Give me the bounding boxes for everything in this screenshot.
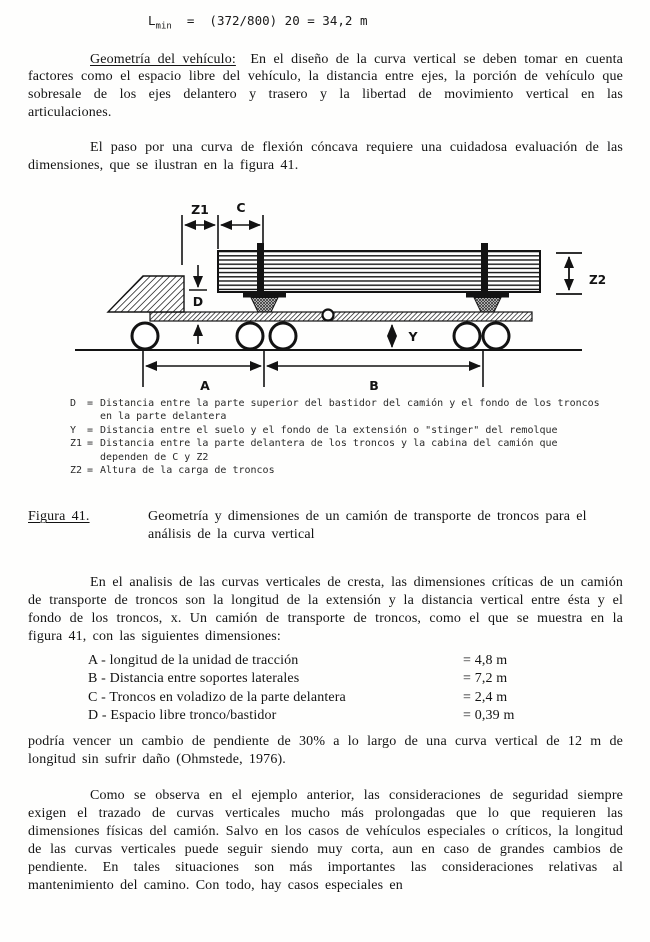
front-bunk [243,292,286,312]
rear-stake [481,243,488,294]
legend-eq: = [87,464,94,476]
legend-key: Z2 [70,464,83,476]
paragraph-2: El paso por una curva de flexión cóncava requiere una cuidadosa evaluación de las dimensiones, que se ilustran en la figura 41. [28,140,623,174]
dim-value: = 7,2 m [463,671,508,687]
dim-key: C [88,689,98,705]
label-z2: Z2 [589,272,607,287]
truck-cab [108,276,184,312]
legend-eq: = [87,438,94,450]
paragraph-1-text: En el diseño de la curva vertical se deben tomar en cuenta factores como el espacio libre del vehículo, la distancia entre ejes, la porción de vehículo que sobresale de los ejes delantero y trasero y la libertad de movimiento vertical en las articulaciones. [28,51,623,121]
dim-value: = 0,39 m [463,708,515,724]
dim-desc: Espacio libre tronco/bastidor [110,708,277,724]
label-y: Y [408,328,418,344]
formula-lhs: L [148,13,156,28]
legend-text: Distancia entre el suelo y el fondo de la extensión o "stinger" del remolque [100,424,558,436]
rear-bunk [466,292,509,312]
formula-rest: = (372/800) 20 = 34,2 m [171,13,368,28]
dim-key: A [88,653,98,668]
legend-item-y [70,424,650,437]
legend-text: Altura de la carga de troncos [100,464,275,476]
dim-desc: Troncos en voladizo de la parte delantera [109,689,346,705]
dim-desc: longitud de la unidad de tracción [109,653,299,668]
dim-sep: - [101,708,107,724]
legend-eq: = [87,397,94,409]
truck-wheels [132,323,509,349]
label-a: A [200,377,210,393]
dim-desc: Distancia entre soportes laterales [109,671,300,687]
trailer-wheel-1 [454,323,480,349]
dim-key: D [88,708,99,724]
figure-legend [70,397,650,477]
label-c: C [236,199,246,215]
figure-caption-label: Figura 41. [28,509,90,525]
truck-frame-bar [150,312,532,321]
legend-eq: = [87,424,94,436]
paragraph-geometria [28,51,623,123]
figure-41-truck-diagram [0,196,650,396]
label-z1: Z1 [191,201,209,217]
legend-key: Z1 [70,438,83,450]
legend-continuation: en la parte delantera [100,411,227,423]
paragraph-4: podría vencer un cambio de pendiente de 30% a lo largo de una curva vertical de 12 m de longitud sin sufrir daño (Ohmstede, 1976). [28,733,623,767]
log-stack [218,251,540,292]
dim-sep: - [101,671,106,687]
dimension-row-b [88,670,623,688]
paragraph-5: Como se observa en el ejemplo anterior, las consideraciones de seguridad siempre exigen el trazado de curvas verticales mucho más prolongadas que lo que requieren las dimensiones físicas del camión. Salvo en los casos de vehículos especiales o críticos, la longitud de las curvas verticales puede seguir siendo muy corta, aun en caso de grandes cambios de pendiente. En tales situaciones son más importantes las consideraciones relativas al mantenimiento del camino. Con todo, hay casos especiales en [28,788,623,893]
legend-item-d [70,397,650,424]
dim-sep: - [101,689,106,705]
legend-key: Y [70,424,77,436]
legend-item-z2 [70,464,650,477]
label-d: D [192,293,204,309]
dimension-a-b [143,351,483,387]
front-wheel [132,323,158,349]
figure-caption [28,508,623,544]
formula-subscript: min [155,21,172,32]
dim-key: B [88,671,98,687]
trailer-wheel-2 [483,323,509,349]
legend-key: D [70,397,77,409]
pivot-circle [323,309,334,320]
legend-item-z1 [70,437,650,464]
dimension-row-d [88,707,623,725]
front-stake [257,243,264,294]
label-b: B [369,377,379,393]
legend-text: Distancia entre la parte superior del bastidor del camión y el fondo de los troncos en la parte delantera [100,397,650,424]
dimension-row-c [88,689,623,707]
paragraph-lead-underlined: Geometría del vehículo: [90,51,236,67]
dim-sep: - [101,653,106,668]
tandem-wheel-1 [237,323,263,349]
paragraph-3: En el analisis de las curvas verticales de cresta, las dimensiones críticas de un camión de transporte de troncos son la longitud de la extensión y la distancia vertical entre ésta y el fondo de los troncos, x. Un camión de transporte de troncos, como el que se muestra en la figura 41, con las siguientes dimensiones: [28,575,623,645]
dimension-list [88,652,623,726]
dimension-row-a [88,652,623,670]
dim-value: = 4,8 m [463,653,508,668]
tandem-wheel-2 [270,323,296,349]
dimension-z2 [556,253,582,294]
formula-lmin [148,0,650,32]
legend-continuation: dependen de C y Z2 [100,451,209,463]
legend-text: Distancia entre la parte delantera de los troncos y la cabina del camión que dependen de C y Z2 [100,437,650,464]
figure-caption-text: Geometría y dimensiones de un camión de transporte de troncos para el análisis de la curva vertical [148,509,587,543]
dim-value: = 2,4 m [463,689,508,705]
